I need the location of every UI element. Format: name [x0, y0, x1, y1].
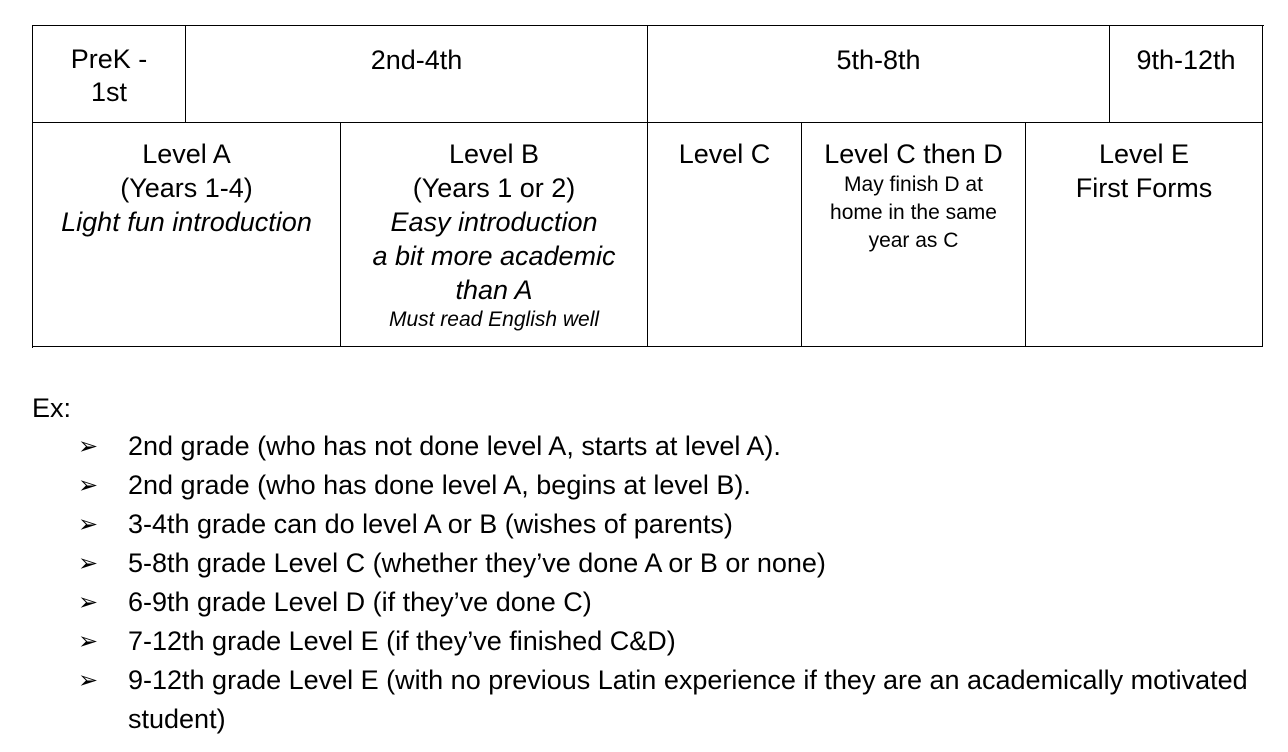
level-c-title: Level C — [678, 139, 771, 169]
level-b-title: Level B — [448, 139, 540, 169]
level-c-then-d-cell — [802, 123, 1026, 347]
level-cd-title: Level C then D — [824, 139, 1003, 169]
examples-label: Ex: — [32, 393, 72, 423]
level-cd-note-2: home in the same — [830, 201, 997, 224]
grade-cell-5th-8th: 5th-8th — [648, 26, 1110, 123]
grade-level-table — [32, 25, 1264, 348]
arrow-bullet-icon: ➢ — [78, 472, 99, 499]
example-text: 2nd grade (who has done level A, begins at level B). — [128, 470, 751, 500]
grade-cell-9th-12th: 9th-12th — [1110, 26, 1263, 123]
arrow-bullet-icon: ➢ — [78, 667, 99, 694]
arrow-bullet-icon: ➢ — [78, 628, 99, 655]
grade-cell-prek-1st: PreK - 1st — [33, 26, 186, 123]
example-item — [78, 427, 1258, 466]
example-text: 5-8th grade Level C (whether they’ve done A or B or none) — [128, 548, 826, 578]
level-b-cell — [341, 123, 648, 347]
arrow-bullet-icon: ➢ — [78, 550, 99, 577]
level-b-desc-3: than A — [455, 275, 533, 305]
example-text: 7-12th grade Level E (if they’ve finished C&D) — [128, 626, 676, 656]
example-text: 6-9th grade Level D (if they’ve done C) — [128, 587, 592, 617]
level-b-years: (Years 1 or 2) — [412, 173, 576, 203]
example-item — [78, 505, 1258, 544]
example-item — [78, 661, 1258, 739]
arrow-bullet-icon: ➢ — [78, 511, 99, 538]
arrow-bullet-icon: ➢ — [78, 589, 99, 616]
example-text: 9-12th grade Level E (with no previous Latin experience if they are an academically motivated student) — [128, 665, 1248, 734]
example-item — [78, 466, 1258, 505]
example-item — [78, 622, 1258, 661]
level-e-sub: First Forms — [1075, 173, 1213, 203]
example-text: 2nd grade (who has not done level A, starts at level A). — [128, 431, 781, 461]
level-a-title: Level A — [142, 139, 231, 169]
level-e-title: Level E — [1098, 139, 1190, 169]
level-cd-note-3: year as C — [868, 229, 959, 252]
example-item — [78, 583, 1258, 622]
level-e-cell — [1026, 123, 1263, 347]
example-text: 3-4th grade can do level A or B (wishes of parents) — [128, 509, 733, 539]
level-b-desc-1: Easy introduction — [390, 207, 598, 237]
level-b-note: Must read English well — [388, 308, 600, 331]
level-a-desc: Light fun introduction — [61, 207, 312, 237]
level-cd-note-1: May finish D at — [844, 173, 983, 196]
level-b-desc-2: a bit more academic — [372, 241, 616, 271]
grade-cell-2nd-4th: 2nd-4th — [186, 26, 648, 123]
examples-list — [78, 427, 1258, 739]
level-a-cell — [33, 123, 341, 347]
level-a-years: (Years 1-4) — [120, 173, 253, 203]
level-c-cell — [648, 123, 802, 347]
example-item — [78, 544, 1258, 583]
arrow-bullet-icon: ➢ — [78, 433, 99, 460]
